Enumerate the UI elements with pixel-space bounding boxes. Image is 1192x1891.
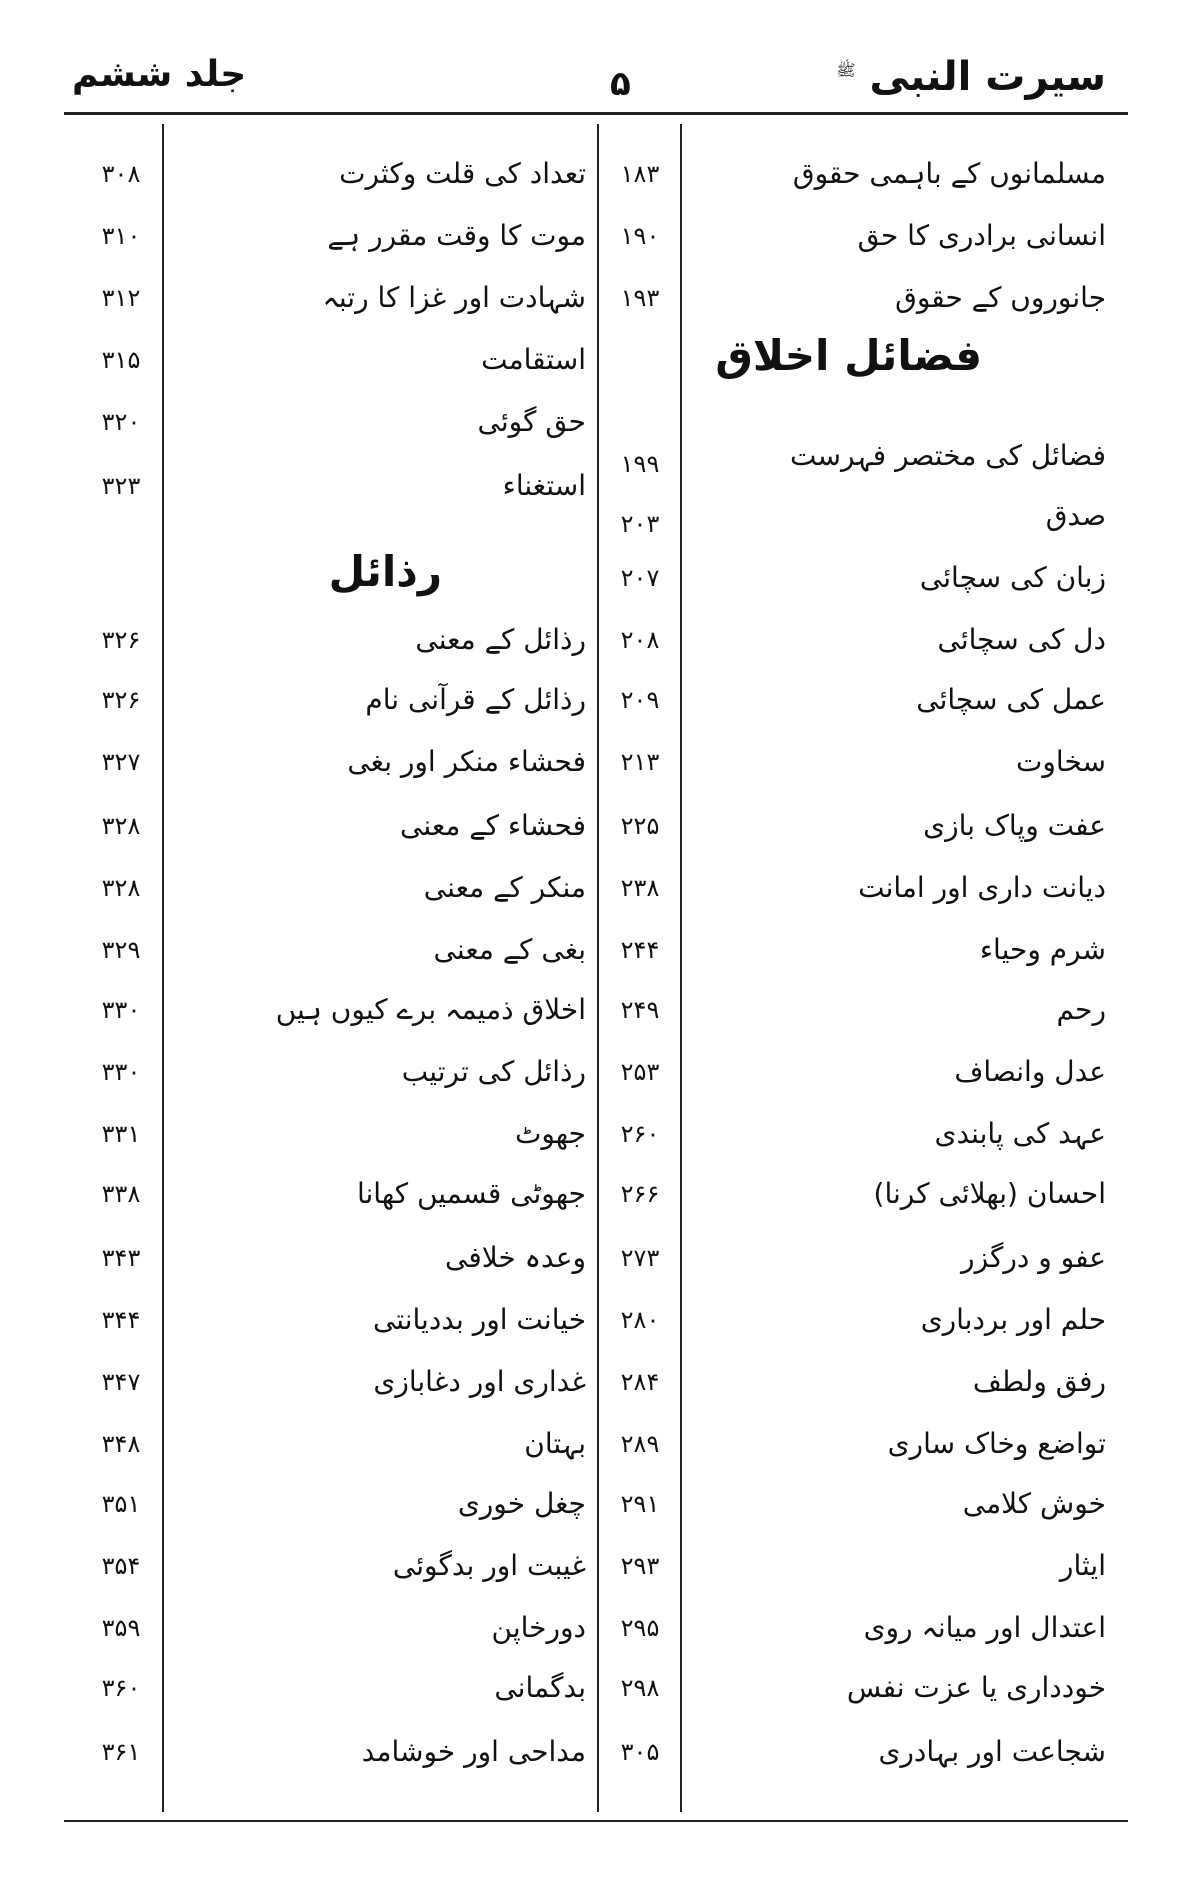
toc-entry-title: دورخاپن bbox=[491, 1611, 586, 1644]
toc-entry-title: رفق ولطف bbox=[972, 1365, 1106, 1398]
toc-entry-page: ۳۲۸ bbox=[101, 812, 141, 840]
toc-entry-title: منکر کے معنی bbox=[423, 871, 586, 904]
toc-entry-title: مسلمانوں کے باہمی حقوق bbox=[792, 157, 1106, 190]
toc-entry-page: ۳۶۰ bbox=[101, 1674, 141, 1702]
toc-entry-page: ۳۰۵ bbox=[620, 1738, 660, 1766]
toc-entry-title: حق گوئی bbox=[477, 405, 586, 438]
toc-entry-page: ۲۹۸ bbox=[620, 1674, 660, 1702]
toc-entry-page: ۲۶۶ bbox=[620, 1180, 660, 1208]
toc-entry-page: ۲۴۹ bbox=[620, 996, 660, 1024]
toc-entry-page: ۲۰۷ bbox=[620, 564, 660, 592]
toc-entry-page: ۳۴۳ bbox=[101, 1244, 141, 1272]
toc-entry-page: ۲۰۸ bbox=[620, 626, 660, 654]
page-number: ۵ bbox=[610, 64, 631, 104]
toc-entry-page: ۳۴۴ bbox=[101, 1306, 141, 1334]
book-title bbox=[836, 54, 1106, 100]
toc-entry-page: ۳۳۰ bbox=[101, 996, 141, 1024]
toc-entry-title: عفو و درگزر bbox=[961, 1241, 1106, 1274]
toc-entry-page: ۳۳۸ bbox=[101, 1180, 141, 1208]
toc-entry-page: ۳۲۹ bbox=[101, 936, 141, 964]
right-section-heading: فضائل اخلاق bbox=[715, 331, 982, 380]
toc-entry-page: ۲۱۳ bbox=[620, 748, 660, 776]
toc-entry-title: جانوروں کے حقوق bbox=[895, 281, 1106, 314]
toc-entry-page: ۲۲۵ bbox=[620, 812, 660, 840]
toc-entry-page: ۳۲۰ bbox=[101, 408, 141, 436]
toc-entry-page: ۲۰۳ bbox=[620, 510, 660, 538]
honorific-mark: ﷺ bbox=[836, 60, 856, 80]
toc-entry-page: ۱۸۳ bbox=[620, 160, 660, 188]
column-divider-center-right bbox=[680, 124, 682, 1812]
toc-entry-page: ۳۳۰ bbox=[101, 1058, 141, 1086]
toc-entry-page: ۳۴۷ bbox=[101, 1368, 141, 1396]
toc-entry-title: بدگمانی bbox=[494, 1671, 586, 1704]
toc-entry-title: عفت وپاک بازی bbox=[923, 809, 1106, 842]
toc-entry-page: ۲۵۳ bbox=[620, 1058, 660, 1086]
toc-entry-title: انسانی برادری کا حق bbox=[857, 219, 1106, 252]
toc-entry-page: ۳۲۶ bbox=[101, 626, 141, 654]
toc-entry-page: ۲۰۹ bbox=[620, 686, 660, 714]
toc-entry-title: استقامت bbox=[481, 343, 586, 376]
toc-entry-page: ۳۲۳ bbox=[101, 472, 141, 500]
footer-rule bbox=[64, 1820, 1128, 1822]
toc-entry-page: ۳۵۹ bbox=[101, 1614, 141, 1642]
toc-entry-page: ۳۱۵ bbox=[101, 346, 141, 374]
toc-entry-title: مداحی اور خوشامد bbox=[361, 1735, 586, 1768]
toc-entry-page: ۳۶۱ bbox=[101, 1738, 141, 1766]
toc-entry-title: موت کا وقت مقرر ہے bbox=[327, 219, 586, 252]
toc-entry-page: ۳۳۱ bbox=[101, 1120, 141, 1148]
toc-entry-title: شہادت اور غزا کا رتبہ bbox=[322, 281, 586, 314]
toc-entry-page: ۳۲۶ bbox=[101, 686, 141, 714]
toc-entry-title: تعداد کی قلت وکثرت bbox=[339, 157, 586, 190]
left-section-heading: رذائل bbox=[328, 547, 442, 596]
toc-entry-page: ۳۵۱ bbox=[101, 1490, 141, 1518]
toc-entry-title: خودداری یا عزت نفس bbox=[846, 1671, 1106, 1704]
toc-entry-page: ۳۵۴ bbox=[101, 1552, 141, 1580]
toc-entry-page: ۱۹۹ bbox=[620, 450, 660, 478]
header-rule bbox=[64, 112, 1128, 115]
column-divider-center-left bbox=[597, 124, 599, 1812]
toc-entry-title: استغناء bbox=[502, 469, 586, 502]
toc-entry-title: غداری اور دغابازی bbox=[373, 1365, 586, 1398]
toc-entry-page: ۲۸۴ bbox=[620, 1368, 660, 1396]
toc-entry-title: زبان کی سچائی bbox=[919, 561, 1106, 594]
toc-entry-title: رذائل کے قرآنی نام bbox=[365, 683, 586, 716]
toc-entry-title: صدق bbox=[1045, 499, 1106, 532]
toc-entry-page: ۲۸۰ bbox=[620, 1306, 660, 1334]
toc-entry-title: فضائل کی مختصر فہرست bbox=[789, 439, 1106, 472]
toc-entry-page: ۲۹۵ bbox=[620, 1614, 660, 1642]
toc-entry-title: رحم bbox=[1056, 993, 1106, 1026]
toc-entry-title: اخلاق ذمیمہ برے کیوں ہیں bbox=[275, 993, 586, 1026]
toc-entry-title: سخاوت bbox=[1016, 745, 1106, 778]
toc-entry-title: ایثار bbox=[1059, 1549, 1106, 1582]
toc-entry-page: ۲۳۸ bbox=[620, 874, 660, 902]
toc-entry-page: ۳۲۸ bbox=[101, 874, 141, 902]
toc-entry-page: ۳۴۸ bbox=[101, 1430, 141, 1458]
toc-entry-page: ۲۸۹ bbox=[620, 1430, 660, 1458]
toc-entry-page: ۳۱۲ bbox=[101, 284, 141, 312]
toc-entry-title: حلم اور بردباری bbox=[920, 1303, 1106, 1336]
toc-entry-title: احسان (بھلائی کرنا) bbox=[873, 1177, 1106, 1210]
toc-entry-title: عہد کی پابندی bbox=[934, 1117, 1106, 1150]
toc-entry-page: ۲۹۱ bbox=[620, 1490, 660, 1518]
toc-entry-title: فحشاء منکر اور بغی bbox=[347, 745, 586, 778]
toc-entry-page: ۳۰۸ bbox=[101, 160, 141, 188]
toc-entry-title: فحشاء کے معنی bbox=[400, 809, 586, 842]
toc-entry-title: شجاعت اور بہادری bbox=[878, 1735, 1106, 1768]
toc-entry-page: ۲۹۳ bbox=[620, 1552, 660, 1580]
toc-entry-title: دیانت داری اور امانت bbox=[858, 871, 1106, 904]
book-title-text: سیرت النبی bbox=[869, 54, 1106, 100]
toc-entry-page: ۲۶۰ bbox=[620, 1120, 660, 1148]
volume-label: جلد ششم bbox=[72, 54, 247, 95]
toc-entry-title: رذائل کے معنی bbox=[415, 623, 586, 656]
toc-entry-title: عمل کی سچائی bbox=[916, 683, 1106, 716]
toc-entry-title: دل کی سچائی bbox=[937, 623, 1106, 656]
toc-entry-title: وعدہ خلافی bbox=[445, 1241, 586, 1274]
toc-entry-page: ۲۷۳ bbox=[620, 1244, 660, 1272]
toc-entry-title: اعتدال اور میانہ روی bbox=[863, 1611, 1106, 1644]
toc-entry-page: ۳۱۰ bbox=[101, 222, 141, 250]
toc-entry-title: تواضع وخاک ساری bbox=[887, 1427, 1106, 1460]
toc-entry-title: خیانت اور بددیانتی bbox=[372, 1303, 586, 1336]
toc-entry-page: ۱۹۳ bbox=[620, 284, 660, 312]
toc-entry-page: ۳۲۷ bbox=[101, 748, 141, 776]
toc-entry-title: عدل وانصاف bbox=[954, 1055, 1106, 1088]
toc-entry-title: جھوٹ bbox=[514, 1117, 586, 1150]
toc-entry-title: بہتان bbox=[524, 1427, 586, 1460]
toc-entry-title: بغی کے معنی bbox=[433, 933, 586, 966]
toc-entry-title: رذائل کی ترتیب bbox=[401, 1055, 586, 1088]
toc-entry-title: جھوٹی قسمیں کھانا bbox=[356, 1177, 586, 1210]
toc-entry-page: ۲۴۴ bbox=[620, 936, 660, 964]
toc-entry-title: شرم وحیاء bbox=[979, 933, 1106, 966]
toc-entry-page: ۱۹۰ bbox=[620, 222, 660, 250]
toc-entry-title: غیبت اور بدگوئی bbox=[392, 1549, 586, 1582]
toc-entry-title: چغل خوری bbox=[457, 1487, 586, 1520]
toc-entry-title: خوش کلامی bbox=[962, 1487, 1106, 1520]
